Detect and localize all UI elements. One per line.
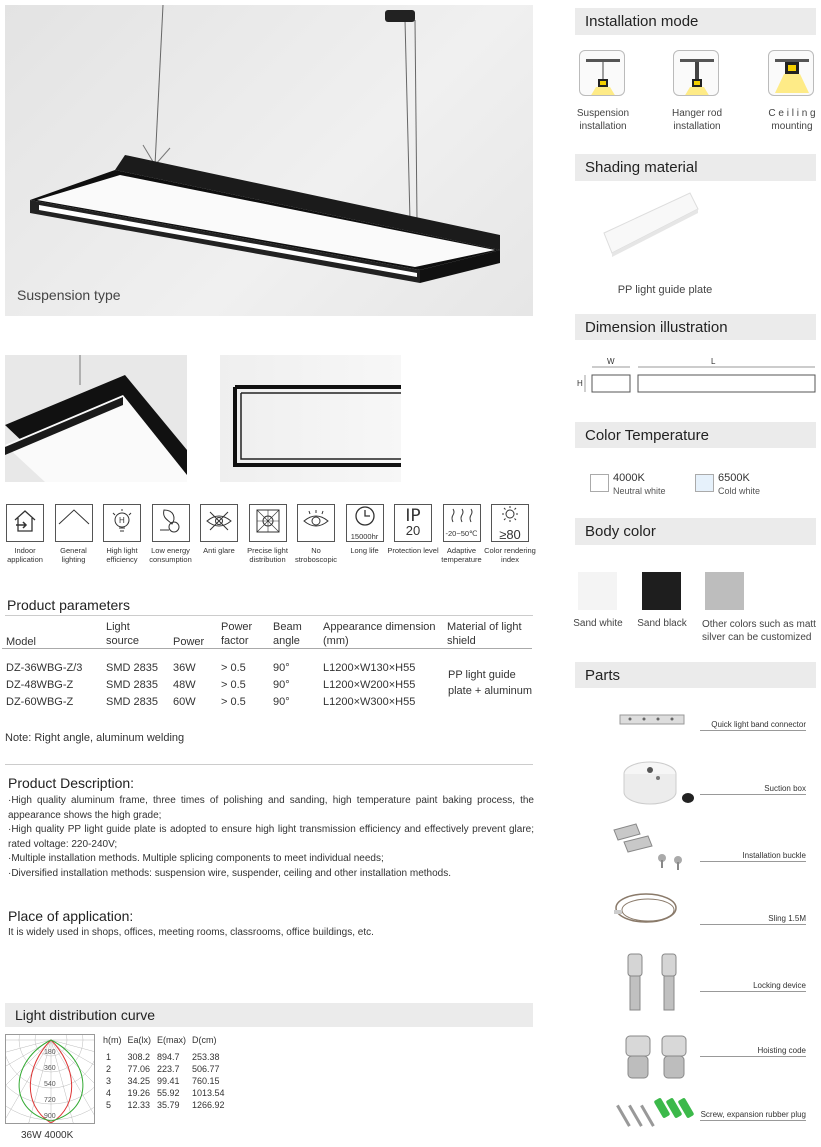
installation-label: installation [579,121,627,132]
body-color-label: Other colors such as matt silver can be customized [702,619,816,643]
part-label: Hoisting code [757,1046,806,1055]
material-value: PP light guide plate + aluminum [448,669,533,697]
installation-banner [575,8,816,35]
long-life-box [346,504,384,542]
suction-box-image [612,756,702,817]
table-cell: 253.38 [192,1052,220,1062]
table-cell: > 0.5 [221,661,246,674]
body-color-banner [575,518,816,545]
hoisting-code-image [612,1030,702,1091]
color-temp-value: 4000K [613,472,645,484]
header-dimension: Appearance dimension (mm) [323,621,436,647]
installation-label: Hanger rod [671,108,723,119]
sun-icon [495,505,525,541]
eye-crossed-icon [204,506,234,541]
table-cell: 2 [106,1064,112,1074]
table-cell: 90° [273,695,290,708]
general-lighting-label: General lighting [60,546,87,564]
table-row [100,1075,228,1087]
ring-label: 180 [44,1049,56,1056]
table-cell: 36W [173,661,196,674]
suspension-lamp-illustration [5,5,533,316]
installation-label: C e i l i n g [768,108,816,119]
color-rendering-label: Color rendering index [484,546,536,564]
table-cell: 34.25 [127,1076,151,1086]
connector-image [618,712,688,733]
header-beam-angle: Beam angle [273,621,302,647]
low-energy-box [152,504,190,542]
ring-label: 900 [44,1113,56,1120]
dimension-illustration [575,355,816,400]
color-temp-label: Neutral white [613,486,666,496]
header-cell: h(m) [103,1035,122,1045]
installation-icon-3 [768,50,814,96]
description-line: ·Diversified installation methods: suspension wire, suspender, ceiling and other installation methods. [8,867,452,879]
grid-sun-icon [253,506,283,541]
svg-text:H: H [119,515,125,525]
table-cell: DZ-36WBG-Z/3 [6,661,83,674]
shading-label: PP light guide plate [617,284,713,296]
general-lighting-box [55,504,93,542]
dimension-banner [575,314,816,340]
table-cell: DZ-60WBG-Z [6,695,74,708]
body-color-swatch [642,572,681,610]
body-color-label: Sand black [637,618,687,629]
place-title: Place of application: [8,908,134,924]
table-cell: 90° [273,661,290,674]
table-cell: SMD 2835 [106,678,158,691]
long-life-label: Long life [350,546,379,555]
frame-detail-image [220,355,401,482]
protection-level-label: Protection level [387,546,439,555]
color-temp-banner [575,422,816,448]
ring-label: 720 [44,1097,56,1104]
description-body [8,794,534,881]
part-leader-line [700,1056,806,1057]
table-cell: 894.7 [157,1052,180,1062]
description-line: ·High quality aluminum frame, three times of polishing and sanding, high temperature paint baking process, the appearance shows the high grade; [8,795,534,821]
table-cell: 35.79 [157,1100,180,1110]
header-model: Model [6,636,36,648]
adaptive-temperature-value: -20~50℃ [445,529,478,538]
place-text: It is widely used in shops, offices, meeting rooms, classrooms, office buildings, etc. [8,927,374,938]
table-row [100,1087,228,1099]
precise-distribution-box [249,504,287,542]
polar-curve [5,1034,95,1124]
anti-glare-box [200,504,238,542]
ring-label: 540 [44,1081,56,1088]
ip-text: IP [405,506,421,526]
table-cell: 760.15 [192,1076,220,1086]
table-row [100,1099,228,1111]
corner-detail-image [5,355,187,482]
color-temp-label: Cold white [718,486,761,496]
bulb-h-icon [107,506,137,541]
body-color-label: Sand white [573,618,623,629]
table-cell: 223.7 [157,1064,180,1074]
part-label: Screw, expansion rubber plug [700,1110,806,1119]
part-label: Suction box [764,784,806,793]
dimension-title: Dimension illustration [585,318,728,336]
ip-number: 20 [405,523,421,538]
part-leader-line [700,991,806,992]
table-row [100,1051,228,1063]
shading-banner [575,154,816,181]
protection-level-box [394,504,432,542]
table-cell: 1 [106,1052,112,1062]
description-line: ·Multiple installation methods. Multiple splicing components to meet individual needs; [8,853,384,864]
table-cell: 12.33 [127,1100,151,1110]
curve-banner [5,1003,533,1027]
hero-image [5,5,533,316]
table-cell: L1200×W130×H55 [323,661,416,674]
part-leader-line [700,730,806,731]
no-strobe-box [297,504,335,542]
table-cell: SMD 2835 [106,695,158,708]
color-temp-title: Color Temperature [585,426,709,444]
header-power-factor: Power factor [221,621,253,647]
body-color-title: Body color [585,523,656,540]
installation-label: mounting [771,121,813,132]
table-cell: 90° [273,678,290,691]
parts-banner [575,662,816,688]
divider [5,764,533,765]
locking-device-image [612,950,702,1021]
params-note: Note: Right angle, aluminum welding [5,732,185,744]
params-banner [5,594,533,616]
screw-plug-image [612,1094,702,1145]
installation-label: Suspension [576,108,630,119]
shading-title: Shading material [585,159,698,176]
body-color-swatch [578,572,617,610]
hero-label: Suspension type [17,287,121,303]
table-cell: DZ-48WBG-Z [6,678,74,691]
table-header [100,1034,228,1051]
part-leader-line [700,861,806,862]
color-rendering-value: ≥80 [499,527,521,542]
ring-label: 360 [44,1065,56,1072]
high-light-efficiency-box [103,504,141,542]
color-temp-value: 6500K [718,472,750,484]
parts-title: Parts [585,666,621,684]
table-cell: 19.26 [127,1088,151,1098]
precise-distribution-label: Precise light distribution [247,546,288,564]
house-arrow-icon [10,506,40,541]
installation-icon-1 [579,50,625,96]
part-label: Quick light band connector [711,720,806,729]
ip-icon [405,508,420,538]
curve-caption: 36W 4000K [21,1130,74,1141]
installation-icon-2 [673,50,719,96]
table-cell: > 0.5 [221,678,246,691]
part-leader-line [700,1120,806,1121]
header-power: Power [173,636,205,648]
table-cell: 55.92 [157,1088,180,1098]
description-line: ·High quality PP light guide plate is adopted to ensure high light transmission efficiency and effectively prevent glare; rated voltage: 220-240V; [8,824,534,850]
table-cell: L1200×W200×H55 [323,678,416,691]
leaf-plug-icon [156,506,186,541]
color-rendering-box [491,504,529,542]
table-cell: 77.06 [127,1064,151,1074]
eye-icon [301,506,331,541]
long-life-value: 15000hr [350,532,379,541]
installation-label: installation [673,121,721,132]
part-label: Sling 1.5M [768,914,806,923]
header-cell: Ea(lx) [127,1035,152,1045]
dim-h-label: H [577,379,583,388]
table-cell: 308.2 [127,1052,151,1062]
low-energy-label: Low energy consumption [149,546,192,564]
header-cell: E(max) [157,1035,187,1045]
table-cell: 3 [106,1076,112,1086]
table-cell: 48W [173,678,196,691]
anti-glare-label: Anti glare [203,546,235,555]
table-cell: > 0.5 [221,695,246,708]
table-cell: 60W [173,695,196,708]
dim-w-label: W [607,357,615,366]
body-color-swatch [705,572,744,610]
no-strobe-label: No stroboscopic [294,546,338,564]
illuminance-table [100,1034,228,1111]
table-cell: 99.41 [157,1076,180,1086]
table-cell: 506.77 [192,1064,220,1074]
buckle-image [606,818,696,879]
header-cell: D(cm) [192,1035,217,1045]
color-temp-swatch [695,474,714,492]
dim-l-label: L [711,357,716,366]
installation-title: Installation mode [585,13,699,30]
table-cell: 1266.92 [192,1100,225,1110]
description-title: Product Description: [8,775,135,791]
pp-plate-image [600,185,700,265]
curve-title: Light distribution curve [15,1007,156,1023]
indoor-application-box [6,504,44,542]
roof-icon [57,506,91,541]
part-leader-line [700,924,806,925]
table-cell: 1013.54 [192,1088,225,1098]
sling-image [610,888,700,939]
header-light-source: Light source [106,621,140,647]
part-label: Installation buckle [742,851,806,860]
color-temp-swatch [590,474,609,492]
heat-icon [446,508,478,538]
table-cell: SMD 2835 [106,661,158,674]
table-cell: 4 [106,1088,112,1098]
header-material: Material of light shield [447,621,522,647]
indoor-application-label: Indoor application [7,546,43,564]
adaptive-temperature-box [443,504,481,542]
table-row [100,1063,228,1075]
table-cell: L1200×W300×H55 [323,695,416,708]
high-light-efficiency-label: High light efficiency [106,546,138,564]
adaptive-temperature-label: Adaptive temperature [441,546,482,564]
clock-icon [350,505,380,541]
table-cell: 5 [106,1100,112,1110]
params-title: Product parameters [7,596,130,613]
part-label: Locking device [753,981,806,990]
part-leader-line [700,794,806,795]
